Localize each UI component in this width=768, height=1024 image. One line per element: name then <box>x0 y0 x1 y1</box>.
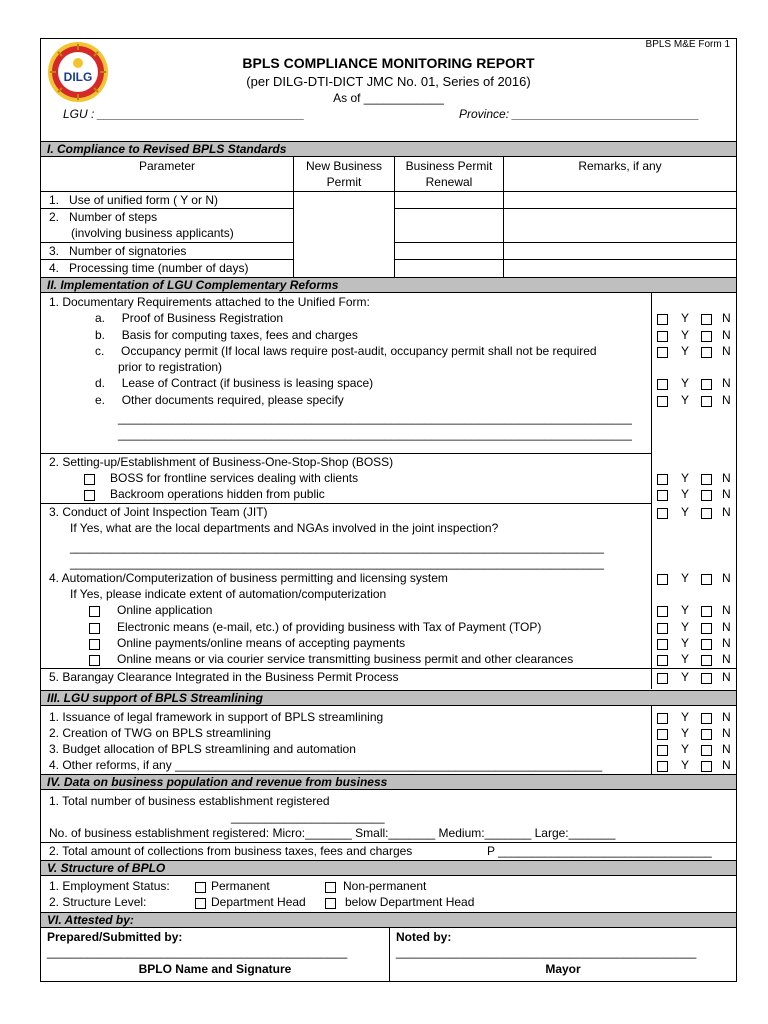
section-5-header: V. Structure of BPLO <box>41 860 736 876</box>
section-6-header: VI. Attested by: <box>41 912 736 928</box>
doc-a: a. Proof of Business Registration <box>95 311 284 325</box>
auto-online-app-no-label: N <box>722 603 731 617</box>
below-dept-head-label: below Department Head <box>345 895 475 909</box>
doc-a-no-checkbox[interactable] <box>701 314 712 325</box>
boss-backroom-checkbox[interactable] <box>84 490 95 501</box>
other-reforms-yes-label: Y <box>681 758 690 772</box>
doc-d-no-checkbox[interactable] <box>701 379 712 390</box>
section-3-header: III. LGU support of BPLS Streamlining <box>41 690 736 706</box>
boss-backroom-no-checkbox[interactable] <box>701 490 712 501</box>
doc-a-no-label: N <box>722 311 731 325</box>
doc-d-yes-label: Y <box>681 376 690 390</box>
doc-e: e. Other documents required, please specify <box>95 393 344 407</box>
boss-backroom-yes-checkbox[interactable] <box>657 490 668 501</box>
doc-c-yes-label: Y <box>681 344 690 358</box>
bplo-signature-line[interactable]: _____________________________________________ <box>47 945 348 959</box>
doc-b-no-checkbox[interactable] <box>701 331 712 342</box>
doc-c-no-label: N <box>722 344 731 358</box>
doc-d-no-label: N <box>722 376 731 390</box>
col-parameter: Parameter <box>138 159 196 173</box>
auto-payments-no-checkbox[interactable] <box>701 639 712 650</box>
budget-yes-label: Y <box>681 742 690 756</box>
jit-no-checkbox[interactable] <box>701 508 712 519</box>
emp-status-label: 1. Employment Status: <box>49 879 170 893</box>
sec3-item-2: 2. Creation of TWG on BPLS streamlining <box>49 726 271 740</box>
boss-backroom-no-label: N <box>722 487 731 501</box>
doc-e-yes-checkbox[interactable] <box>657 396 668 407</box>
doc-c2: prior to registration) <box>118 360 223 374</box>
budget-yes-checkbox[interactable] <box>657 745 668 756</box>
col-new-2: Permit <box>326 175 362 189</box>
budget-no-checkbox[interactable] <box>701 745 712 756</box>
other-reforms-yes-checkbox[interactable] <box>657 761 668 772</box>
sec3-item-4[interactable]: 4. Other reforms, if any ________________________________________________________________ <box>49 758 603 772</box>
sec2-item-3: 3. Conduct of Joint Inspection Team (JIT) <box>49 505 268 519</box>
auto-payments-yes-label: Y <box>681 636 690 650</box>
doc-b-no-label: N <box>722 328 731 342</box>
auto-payments-yes-checkbox[interactable] <box>657 639 668 650</box>
prepared-by-label: Prepared/Submitted by: <box>47 930 183 944</box>
boss-frontline-no-label: N <box>722 471 731 485</box>
jit-yes-checkbox[interactable] <box>657 508 668 519</box>
twg-no-label: N <box>722 726 731 740</box>
sec2-item-5: 5. Barangay Clearance Integrated in the Business Permit Process <box>49 670 399 684</box>
barangay-yes-checkbox[interactable] <box>657 673 668 684</box>
boss-frontline-yes-label: Y <box>681 471 690 485</box>
auto-online-app-no-checkbox[interactable] <box>701 606 712 617</box>
auto-electronic-checkbox[interactable] <box>89 623 100 634</box>
barangay-no-checkbox[interactable] <box>701 673 712 684</box>
auto-electronic-yes-label: Y <box>681 620 690 634</box>
col-new-1: New Business <box>305 159 383 173</box>
province-field[interactable]: Province: ____________________________ <box>459 107 700 121</box>
sec2-item-4: 4. Automation/Computerization of business permitting and licensing system <box>49 571 448 585</box>
as-of-field[interactable]: As of ____________ <box>333 91 444 105</box>
jit-line-1[interactable]: ________________________________________________________________________________ <box>70 540 604 554</box>
sec4-sizes[interactable]: No. of business establishment registered: Micro:_______ Small:_______ Medium:_______ Large:_______ <box>49 826 616 840</box>
boss-backroom-label: Backroom operations hidden from public <box>110 487 325 501</box>
automation-no-checkbox[interactable] <box>701 574 712 585</box>
auto-payments-label: Online payments/online means of accepting payments <box>117 636 406 650</box>
auto-online-app-label: Online application <box>117 603 213 617</box>
dept-head-checkbox[interactable] <box>195 898 206 909</box>
non-permanent-label: Non-permanent <box>343 879 427 893</box>
doc-e-line-2[interactable]: _____________________________________________________________________________ <box>118 427 632 441</box>
sec3-item-1: 1. Issuance of legal framework in support of BPLS streamlining <box>49 710 384 724</box>
doc-c-no-checkbox[interactable] <box>701 347 712 358</box>
col-renew-1: Business Permit <box>405 159 493 173</box>
automation-yes-checkbox[interactable] <box>657 574 668 585</box>
auto-online-app-checkbox[interactable] <box>89 606 100 617</box>
col-renew-2: Renewal <box>425 175 473 189</box>
doc-b: b. Basis for computing taxes, fees and charges <box>95 328 358 342</box>
legal-no-checkbox[interactable] <box>701 713 712 724</box>
legal-yes-checkbox[interactable] <box>657 713 668 724</box>
permanent-label: Permanent <box>211 879 270 893</box>
dept-head-label: Department Head <box>211 895 306 909</box>
doc-c: c. Occupancy permit (If local laws require post-audit, occupancy permit shall not be required <box>95 344 597 358</box>
form-title: BPLS COMPLIANCE MONITORING REPORT <box>242 55 535 71</box>
other-reforms-no-label: N <box>722 758 731 772</box>
auto-electronic-no-checkbox[interactable] <box>701 623 712 634</box>
boss-frontline-checkbox[interactable] <box>84 474 95 485</box>
doc-d: d. Lease of Contract (if business is leasing space) <box>95 376 374 390</box>
auto-payments-checkbox[interactable] <box>89 639 100 650</box>
automation-yes-label: Y <box>681 571 690 585</box>
auto-payments-no-label: N <box>722 636 731 650</box>
budget-no-label: N <box>722 742 731 756</box>
doc-b-yes-label: Y <box>681 328 690 342</box>
auto-courier-no-label: N <box>722 652 731 666</box>
auto-courier-checkbox[interactable] <box>89 655 100 666</box>
form-frame <box>40 38 737 982</box>
auto-online-app-yes-label: Y <box>681 603 690 617</box>
sec2-item-2: 2. Setting-up/Establishment of Business-One-Stop-Shop (BOSS) <box>49 455 394 469</box>
doc-e-line-1[interactable]: _____________________________________________________________________________ <box>118 411 632 425</box>
doc-e-yes-label: Y <box>681 393 690 407</box>
other-reforms-no-checkbox[interactable] <box>701 761 712 772</box>
jit-no-label: N <box>722 505 731 519</box>
doc-e-no-label: N <box>722 393 731 407</box>
lgu-field[interactable]: LGU : _______________________________ <box>63 107 305 121</box>
sec3-item-3: 3. Budget allocation of BPLS streamlining and automation <box>49 742 356 756</box>
twg-yes-label: Y <box>681 726 690 740</box>
auto-courier-yes-label: Y <box>681 652 690 666</box>
sec1-row-1: 1. Use of unified form ( Y or N) <box>49 193 218 207</box>
form-code: BPLS M&E Form 1 <box>645 39 730 50</box>
auto-electronic-label: Electronic means (e-mail, etc.) of providing business with Tax of Payment (TOP) <box>117 620 542 634</box>
sec4-item-1: 1. Total number of business establishment registered <box>49 794 330 808</box>
sec2-item-3-question: If Yes, what are the local departments and NGAs involved in the joint inspection? <box>70 521 499 535</box>
legal-no-label: N <box>722 710 731 724</box>
doc-a-yes-checkbox[interactable] <box>657 314 668 325</box>
sec1-row-2: 2. Number of steps <box>49 210 158 224</box>
auto-electronic-no-label: N <box>722 620 731 634</box>
svg-text:DILG: DILG <box>63 70 93 84</box>
barangay-yes-label: Y <box>681 670 690 684</box>
automation-no-label: N <box>722 571 731 585</box>
boss-frontline-label: BOSS for frontline services dealing with clients <box>110 471 359 485</box>
twg-yes-checkbox[interactable] <box>657 729 668 740</box>
sec4-total-line[interactable]: _______________________ <box>231 810 385 824</box>
boss-frontline-no-checkbox[interactable] <box>701 474 712 485</box>
sec2-item-4-question: If Yes, please indicate extent of automation/computerization <box>70 587 387 601</box>
doc-d-yes-checkbox[interactable] <box>657 379 668 390</box>
permanent-checkbox[interactable] <box>195 882 206 893</box>
sec1-row-2b: (involving business applicants) <box>71 226 234 240</box>
structure-level-label: 2. Structure Level: <box>49 895 147 909</box>
jit-yes-label: Y <box>681 505 690 519</box>
mayor-signature-line[interactable]: _____________________________________________ <box>396 945 697 959</box>
auto-courier-label: Online means or via courier service transmitting business permit and other clearances <box>117 652 574 666</box>
boss-backroom-yes-label: Y <box>681 487 690 501</box>
section-2-header: II. Implementation of LGU Complementary Reforms <box>41 277 736 293</box>
auto-online-app-yes-checkbox[interactable] <box>657 606 668 617</box>
non-permanent-checkbox[interactable] <box>325 882 336 893</box>
boss-frontline-yes-checkbox[interactable] <box>657 474 668 485</box>
sec1-row-3: 3. Number of signatories <box>49 244 187 258</box>
sec1-row-4: 4. Processing time (number of days) <box>49 261 249 275</box>
form-subtitle: (per DILG-DTI-DICT JMC No. 01, Series of 2016) <box>246 74 531 89</box>
section-1-header: I. Compliance to Revised BPLS Standards <box>41 141 736 157</box>
doc-e-no-checkbox[interactable] <box>701 396 712 407</box>
sec2-item-1: 1. Documentary Requirements attached to the Unified Form: <box>49 295 370 309</box>
jit-line-2[interactable]: ________________________________________________________________________________ <box>70 556 604 570</box>
mayor-label: Mayor <box>545 962 581 976</box>
auto-courier-yes-checkbox[interactable] <box>657 655 668 666</box>
sec4-item-2: 2. Total amount of collections from business taxes, fees and charges <box>49 844 413 858</box>
legal-yes-label: Y <box>681 710 690 724</box>
below-dept-head-checkbox[interactable] <box>325 898 336 909</box>
barangay-no-label: N <box>722 670 731 684</box>
doc-c-yes-checkbox[interactable] <box>657 347 668 358</box>
doc-a-yes-label: Y <box>681 311 690 325</box>
auto-courier-no-checkbox[interactable] <box>701 655 712 666</box>
bplo-name-label: BPLO Name and Signature <box>138 962 292 976</box>
twg-no-checkbox[interactable] <box>701 729 712 740</box>
doc-b-yes-checkbox[interactable] <box>657 331 668 342</box>
noted-by-label: Noted by: <box>396 930 452 944</box>
sec4-peso-field[interactable]: P ________________________________ <box>487 844 712 858</box>
auto-electronic-yes-checkbox[interactable] <box>657 623 668 634</box>
section-4-header: IV. Data on business population and revenue from business <box>41 774 736 790</box>
col-remarks: Remarks, if any <box>578 159 662 173</box>
